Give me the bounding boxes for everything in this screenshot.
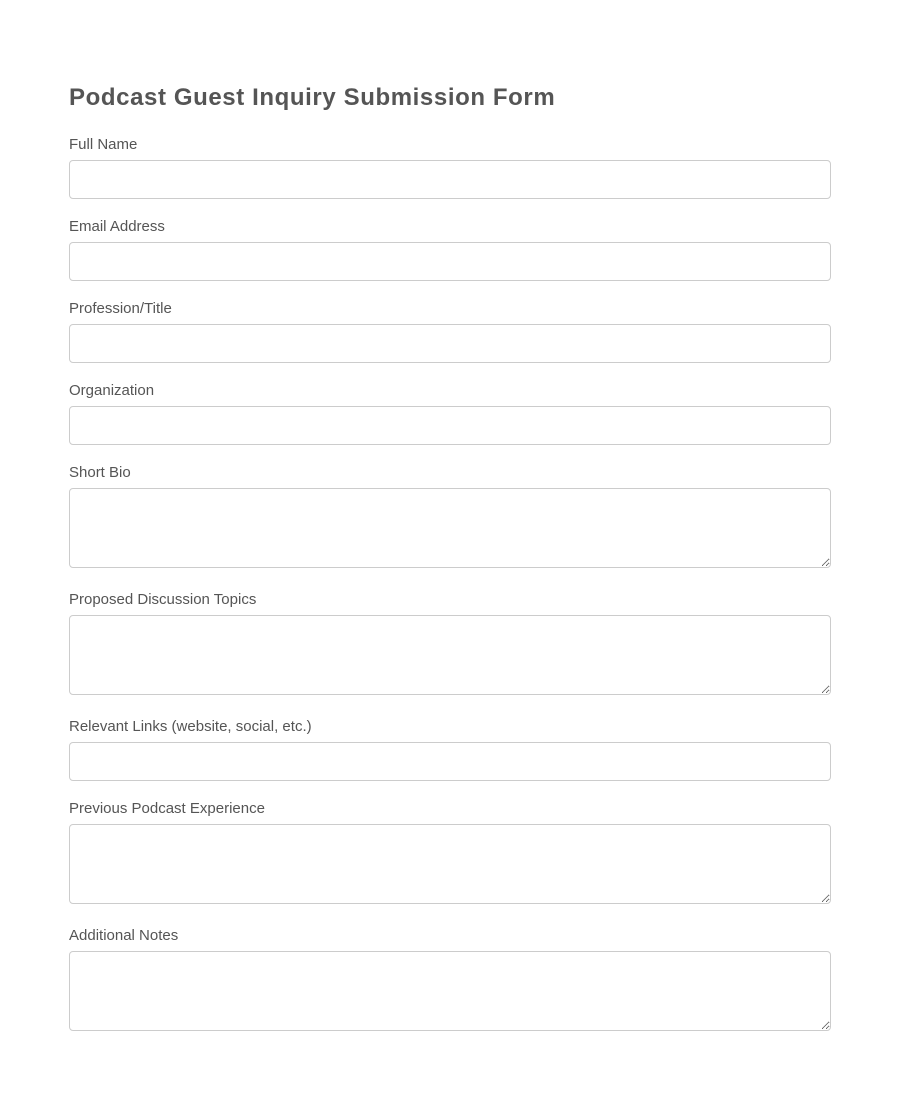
short-bio-label: Short Bio (69, 464, 131, 481)
proposed-discussion-topics-label: Proposed Discussion Topics (69, 591, 257, 608)
field-full-name (69, 136, 831, 154)
field-previous-podcast-experience (69, 800, 831, 818)
organization-label: Organization (69, 382, 155, 399)
field-proposed-discussion-topics (69, 591, 831, 609)
field-additional-notes (69, 927, 831, 945)
previous-podcast-experience-textarea[interactable] (69, 824, 831, 904)
email-address-label: Email Address (69, 218, 165, 235)
organization-input[interactable] (69, 406, 831, 445)
additional-notes-textarea[interactable] (69, 951, 831, 1031)
field-email-address (69, 218, 831, 236)
profession-title-input[interactable] (69, 324, 831, 363)
field-profession-title (69, 300, 831, 318)
previous-podcast-experience-label: Previous Podcast Experience (69, 800, 265, 817)
additional-notes-label: Additional Notes (69, 927, 179, 944)
full-name-label: Full Name (69, 136, 138, 153)
relevant-links-label: Relevant Links (website, social, etc.) (69, 718, 312, 735)
proposed-discussion-topics-textarea[interactable] (69, 615, 831, 695)
relevant-links-input[interactable] (69, 742, 831, 781)
short-bio-textarea[interactable] (69, 488, 831, 568)
full-name-input[interactable] (69, 160, 831, 199)
email-address-input[interactable] (69, 242, 831, 281)
profession-title-label: Profession/Title (69, 300, 172, 317)
field-relevant-links (69, 718, 831, 736)
page-title: Podcast Guest Inquiry Submission Form (69, 84, 556, 111)
field-short-bio (69, 464, 831, 482)
field-organization (69, 382, 831, 400)
